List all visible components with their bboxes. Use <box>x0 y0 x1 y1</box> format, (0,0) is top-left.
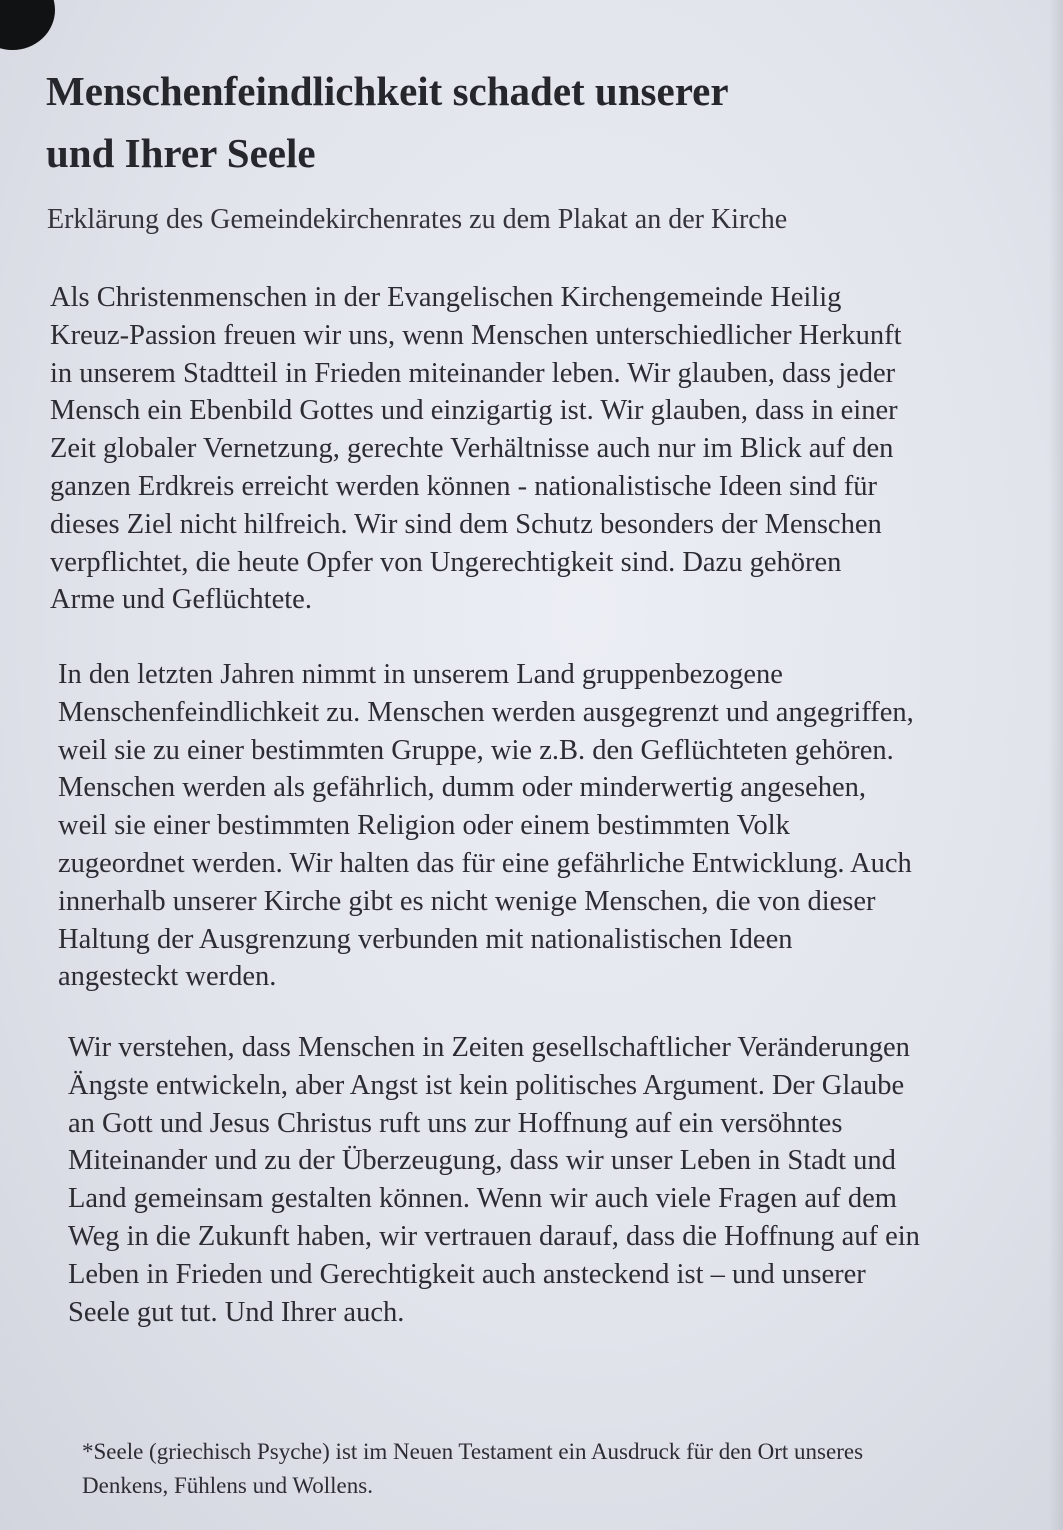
text-line: weil sie zu einer bestimmten Gruppe, wie z.B. den Geflüchteten gehören. <box>58 734 894 766</box>
paragraph-1 <box>50 279 902 619</box>
text-line: Kreuz-Passion freuen wir uns, wenn Menschen unterschiedlicher Herkunft <box>50 319 902 351</box>
text-line: Weg in die Zukunft haben, wir vertrauen darauf, dass die Hoffnung auf ein <box>68 1220 920 1252</box>
title-line: Menschenfeindlichkeit schadet unserer <box>46 68 729 114</box>
text-line: Miteinander und zu der Überzeugung, dass wir unser Leben in Stadt und <box>68 1145 896 1177</box>
text-line: Mensch ein Ebenbild Gottes und einzigartig ist. Wir glauben, dass in einer <box>50 395 898 427</box>
text-line: angesteckt werden. <box>58 961 277 993</box>
text-line: Haltung der Ausgrenzung verbunden mit nationalistischen Ideen <box>58 923 793 955</box>
document-subtitle: Erklärung des Gemeindekirchenrates zu dem Plakat an der Kirche <box>47 204 788 235</box>
footnote-line: *Seele (griechisch Psyche) ist im Neuen Testament ein Ausdruck für den Ort unseres <box>82 1439 864 1464</box>
paragraph-3 <box>68 1029 920 1331</box>
text-line: Seele gut tut. Und Ihrer auch. <box>68 1296 405 1328</box>
text-line: Ängste entwickeln, aber Angst ist kein politisches Argument. Der Glaube <box>68 1069 905 1101</box>
footnote-line: Denkens, Fühlens und Wollens. <box>82 1473 373 1498</box>
text-line: Arme und Geflüchtete. <box>50 584 312 616</box>
text-line: Wir verstehen, dass Menschen in Zeiten gesellschaftlicher Veränderungen <box>68 1032 910 1063</box>
text-line: Als Christenmenschen in der Evangelischen Kirchengemeinde Heilig <box>50 282 842 313</box>
paragraph-2 <box>58 656 914 996</box>
document-title <box>46 60 946 184</box>
text-line: zugeordnet werden. Wir halten das für eine gefährliche Entwicklung. Auch <box>58 847 912 879</box>
text-line: dieses Ziel nicht hilfreich. Wir sind dem Schutz besonders der Menschen <box>50 508 882 540</box>
text-line: Zeit globaler Vernetzung, gerechte Verhältnisse auch nur im Blick auf den <box>50 433 894 465</box>
text-line: ganzen Erdkreis erreicht werden können - nationalistische Ideen sind für <box>50 470 877 502</box>
text-line: Menschen werden als gefährlich, dumm oder minderwertig angesehen, <box>58 772 867 804</box>
text-line: in unserem Stadtteil in Frieden miteinander leben. Wir glauben, dass jeder <box>50 357 896 389</box>
text-line: verpflichtet, die heute Opfer von Ungerechtigkeit sind. Dazu gehören <box>50 546 842 578</box>
corner-shadow <box>0 0 55 50</box>
text-line: In den letzten Jahren nimmt in unserem Land gruppenbezogene <box>58 659 783 690</box>
text-line: innerhalb unserer Kirche gibt es nicht wenige Menschen, die von dieser <box>58 885 876 917</box>
text-line: an Gott und Jesus Christus ruft uns zur Hoffnung auf ein versöhntes <box>68 1107 843 1139</box>
text-line: weil sie einer bestimmten Religion oder einem bestimmten Volk <box>58 810 790 842</box>
footnote <box>82 1435 863 1503</box>
text-line: Land gemeinsam gestalten können. Wenn wir auch viele Fragen auf dem <box>68 1183 897 1215</box>
text-line: Menschenfeindlichkeit zu. Menschen werden ausgegrenzt und angegriffen, <box>58 696 914 728</box>
paper-edge-shadow <box>1049 0 1063 1530</box>
text-line: Leben in Frieden und Gerechtigkeit auch ansteckend ist – und unserer <box>68 1258 866 1290</box>
title-line: und Ihrer Seele <box>46 130 316 176</box>
